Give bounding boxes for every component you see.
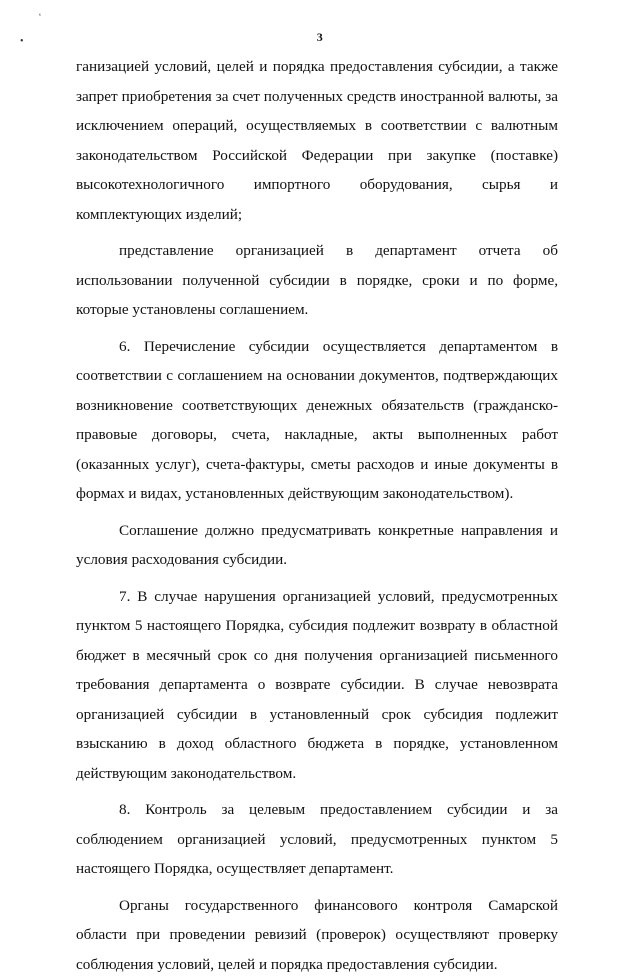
paragraph-item-8: 8. Контроль за целевым предоставлением субсидии и за соблюдением организацией условий, предусмотренных пунктом 5 настоящего Порядка, осуществляет департамент. xyxy=(76,795,558,884)
page-number: 3 xyxy=(0,30,640,45)
paragraph-continuation: ганизацией условий, целей и порядка предоставления субсидии, а также запрет приобретения за счет полученных средств иностранной валюты, за исключением операций, осуществляемых в соответствии с валютным законодательством Российской Федерации при закупке (поставке) высокотехнологичного импортного оборудования, сырья и комплектующих изделий; xyxy=(76,52,558,229)
paragraph-report-submission: представление организацией в департамент отчета об использовании полученной субсидии в порядке, сроки и по форме, которые установлены соглашением. xyxy=(76,236,558,325)
scan-artifact-dot: • xyxy=(20,36,24,47)
paragraph-item-7: 7. В случае нарушения организацией условий, предусмотренных пунктом 5 настоящего Порядка, субсидия подлежит возврату в областной бюджет в месячный срок со дня получения организацией письменного требования департамента о возврате субсидии. В случае невозврата организацией субсидии в установленный срок субсидия подлежит взысканию в доход областного бюджета в порядке, установленном действующим законодательством. xyxy=(76,582,558,789)
scan-artifact-mark: ʹ xyxy=(38,12,44,23)
document-body xyxy=(76,52,558,979)
paragraph-financial-control: Органы государственного финансового контроля Самарской области при проведении ревизий (проверок) осуществляют проверку соблюдения условий, целей и порядка предоставления субсидии. xyxy=(76,891,558,979)
paragraph-item-6: 6. Перечисление субсидии осуществляется департаментом в соответствии с соглашением на основании документов, подтверждающих возникновение соответствующих денежных обязательств (гражданско-правовые договоры, счета, накладные, акты выполненных работ (оказанных услуг), счета-фактуры, сметы расходов и иные документы в формах и видах, установленных действующим законодательством). xyxy=(76,332,558,509)
paragraph-agreement-directions: Соглашение должно предусматривать конкретные направления и условия расходования субсидии. xyxy=(76,516,558,575)
